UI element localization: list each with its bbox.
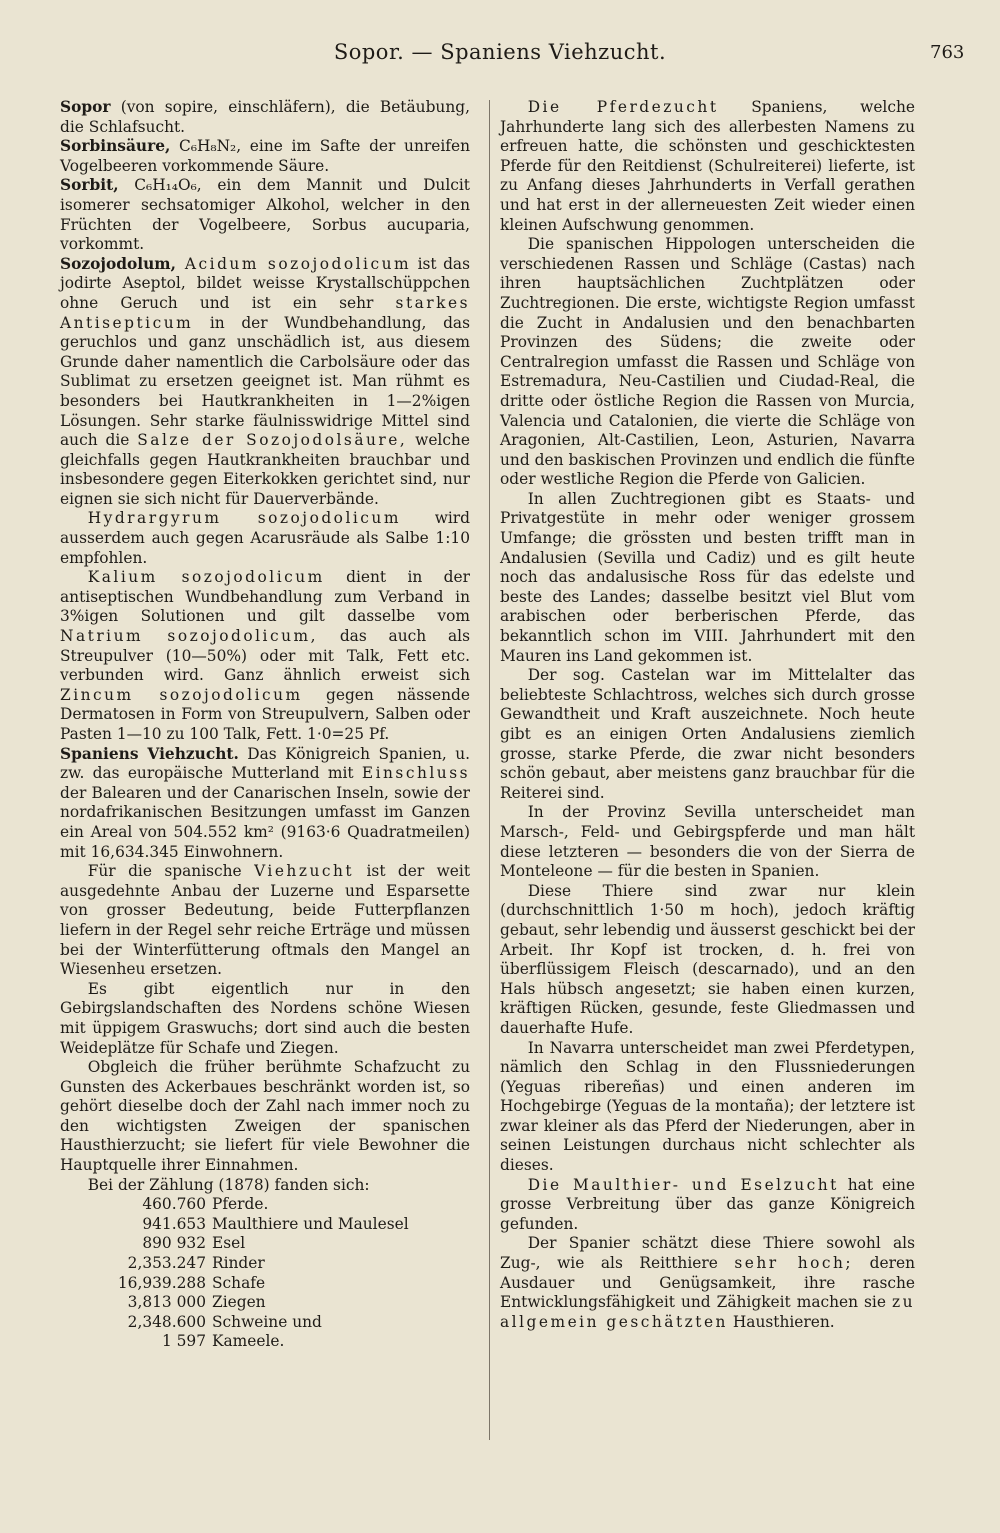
entry-text: das auch als Streupulver (10—50%) oder mit Talk, Fett etc. verbunden wird. Ganz ähnlich erweist sich — [60, 627, 470, 685]
census-count: 1 597 — [161, 1332, 206, 1351]
census-animal: Schweine und — [212, 1312, 322, 1331]
paragraph-maulthier — [500, 1176, 915, 1235]
left-column — [60, 98, 470, 1352]
entry-text: hat eine grosse Verbreitung über das ganze Königreich gefunden. — [500, 1175, 915, 1233]
right-column — [500, 98, 915, 1332]
spaced-text: zu allgemein geschätzten — [500, 1293, 915, 1331]
spaced-text: Die Pferdezucht — [527, 98, 719, 116]
paragraph-navarra: In Navarra unterscheidet man zwei Pferdetypen, nämlich den Schlag in den Flussniederungen (Yeguas ribereñas) und einen anderen im Hochgebirge (Yeguas de la montaña); der letztere ist zwar kleiner als das Pferd der Niederungen, aber in seinen Leistungen durchaus nicht schlechter als dieses. — [500, 1038, 915, 1175]
paragraph-hippologen: Die spanischen Hippologen unterscheiden die verschiedenen Rassen und Schläge (Castas) nach ihren hauptsächlichen Zuchtplätzen oder Zuchtregionen. Die erste, wichtigste Region umfasst die Zucht in Andalusien und den benachbarten Provinzen des Südens; die zweite oder Centralregion umfasst die Rassen und Schläge von Estremadura, Neu-Castilien und Ciudad-Real, die dritte oder östliche Region die Rassen von Murcia, Valencia und Catalonien, die vierte die Schläge von Aragonien, Alt-Castilien, Leon, Asturien, Navarra und den baskischen Provinzen und endlich die fünfte oder westliche Region die Pferde von Galicien. — [500, 235, 915, 489]
spaced-text: Viehzucht — [254, 862, 355, 881]
paragraph-thiere: Diese Thiere sind zwar nur klein (durchschnittlich 1·50 m hoch), jedoch kräftig gebaut, sehr lebendig und äusserst geschickt bei der Arbeit. Ihr Kopf ist trocken, d. h. frei von überflüssigem Fleisch (descarnado), und an den Hals hübsch angesetzt; sie haben einen kurzen, kräftigen Rücken, gesunde, feste Gliedmassen und dauerhafte Hufe. — [500, 881, 915, 1037]
entry-text: Spaniens, welche Jahrhunderte lang sich des allerbesten Namens zu erfreuen hatte, die schönsten und geschicktesten Pferde für den Reitdienst (Schulreiterei) lieferte, ist zu Anfang dieses Jahrhunderts in Verfall gerathen und hat erst in der allerneuesten Zeit wieder einen kleinen Aufschwung genommen. — [500, 98, 915, 234]
entry-text: Hausthieren. — [727, 1312, 835, 1331]
entry-sopor — [60, 98, 470, 137]
census-count: 2,353.247 — [127, 1254, 206, 1273]
census-row — [60, 1313, 470, 1333]
entry-text: ist der weit ausgedehnte Anbau der Luzerne und Esparsette von grosser Bedeutung, beide Futterpflanzen liefern in der Regel sehr reiche Erträge und müssen bei der Winterfütterung oftmals den Mangel an Wiesenheu ersetzen. — [60, 862, 471, 979]
census-row — [60, 1195, 470, 1215]
census-row — [60, 1332, 470, 1352]
census-count: 16,939.288 — [117, 1273, 206, 1292]
entry-text: Für die spanische — [87, 862, 255, 881]
paragraph-pferdezucht — [500, 98, 915, 235]
spaced-text: Acidum sozojodolicum — [175, 254, 412, 273]
entry-sorbinsaeure — [60, 137, 470, 176]
entry-text: C₆H₈N₂, eine im Safte der unreifen Vogelbeeren vorkommende Säure. — [60, 137, 470, 175]
paragraph-spanier — [500, 1234, 915, 1332]
paragraph-obgleich: Obgleich die früher berühmte Schafzucht zu Gunsten des Ackerbaues beschränkt worden ist, so gehört dieselbe doch der Zahl nach immer noch zu den wichtigsten Zweigen der spanischen Hausthierzucht; sie liefert für viele Bewohner die Hauptquelle ihrer Einnahmen. — [60, 1058, 470, 1175]
census-count: 460.760 — [142, 1195, 206, 1214]
paragraph-zuchtregionen: In allen Zuchtregionen gibt es Staats- und Privatgestüte in mehr oder weniger grossem Umfange; die grössten und besten trifft man in Andalusien (Sevilla und Cadiz) und es gilt heute noch das andalusische Ross für das edelste und beste des Landes; dasselbe besitzt viel Blut vom arabischen oder berberischen Pferde, das bekanntlich schon im VIII. Jahrhundert mit den Mauren ins Land gekommen ist. — [500, 489, 915, 665]
paragraph-fuer — [60, 862, 470, 980]
census-row — [60, 1254, 470, 1274]
entry-text: ist das jodirte Aseptol, bildet weisse Krystallschüppchen ohne Geruch und ist ein sehr — [60, 254, 470, 312]
entry-text: gegen nässende Dermatosen in Form von Streupulvern, Salben oder Pasten 1—10 zu 100 Talk, Fett. 1·0=25 Pf. — [60, 685, 471, 743]
entry-text: wird ausserdem auch gegen Acarusräude als Salbe 1:10 empfohlen. — [60, 509, 470, 567]
entry-sozojodolum — [60, 255, 470, 510]
census-count: 890 932 — [142, 1234, 206, 1253]
entry-term: Spaniens Viehzucht. — [60, 744, 239, 763]
census-animal: Kameele. — [212, 1332, 285, 1351]
census-count: 941.653 — [142, 1214, 206, 1233]
entry-term: Sorbinsäure, — [60, 137, 171, 156]
paragraph-kalium — [60, 568, 470, 744]
entry-text: der Balearen und der Canarischen Inseln, sowie der nordafrikanischen Besitzungen umfasst im Ganzen ein Areal von 504.552 km² (9163·6 Quadratmeilen) mit 16,634.345 Einwohnern. — [60, 783, 470, 861]
entry-text: Das Königreich Spanien, u. zw. das europäische Mutterland mit — [60, 744, 470, 783]
entry-text: deren Ausdauer und Genügsamkeit, ihre rasche Entwicklungsfähigkeit und Zähigkeit machen sie — [500, 1254, 916, 1312]
census-row — [60, 1234, 470, 1254]
entry-text: welche gleichfalls gegen Hautkrankheiten brauchbar und insbesondere gegen Eiterkokken gerichtet sind, nur eignen sie sich nicht für Dauerverbände. — [60, 431, 470, 508]
census-animal: Schafe — [212, 1273, 266, 1292]
census-row — [60, 1274, 470, 1294]
census-intro: Bei der Zählung (1878) fanden sich: — [87, 1175, 370, 1194]
running-header: Sopor. — Spaniens Viehzucht. — [333, 40, 667, 64]
entry-text: C₆H₁₄O₆, ein dem Mannit und Dulcit isomerer sechsatomiger Alkohol, welcher in den Früchten der Vogelbeere, Sorbus aucuparia, vorkommt. — [60, 176, 470, 254]
spaced-text: Kalium sozojodolicum — [87, 568, 325, 587]
census-animal: Pferde. — [212, 1195, 269, 1214]
column-divider — [489, 100, 490, 1440]
spaced-text: Natrium sozojodolicum, — [60, 627, 318, 646]
entry-spaniens-viehzucht — [60, 745, 470, 863]
page-number: 763 — [930, 42, 965, 63]
paragraph-sevilla: In der Provinz Sevilla unterscheidet man Marsch-, Feld- und Gebirgspferde und man hält diese letzteren — besonders die von der Sierra de Monteleone — für die besten in Spanien. — [500, 803, 915, 881]
paragraph-es-gibt: Es gibt eigentlich nur in den Gebirgslandschaften des Nordens schöne Wiesen mit üppigem Graswuchs; dort sind auch die besten Weideplätze für Schafe und Ziegen. — [60, 979, 470, 1057]
spaced-text: Einschluss — [361, 764, 470, 783]
spaced-text: sehr hoch; — [734, 1254, 854, 1273]
census-animal: Ziegen — [212, 1293, 266, 1312]
census-animal: Esel — [212, 1234, 246, 1253]
entry-term: Sopor — [60, 98, 111, 116]
paragraph-castelan: Der sog. Castelan war im Mittelalter das beliebteste Schlachtross, welches sich durch grosse Gewandtheit und Kraft auszeichnete. Noch heute gibt es an einigen Orten Andalusiens ziemlich grosse, starke Pferde, die zwar nicht besonders schön gebaut, aber meistens ganz brauchbar für die Reiterei sind. — [500, 666, 915, 802]
entry-text: dient in der antiseptischen Wundbehandlung zum Verband in 3%igen Solutionen und gilt dasselbe vom — [60, 568, 470, 626]
spaced-text: Salze der Sozojodolsäure, — [137, 431, 408, 450]
entry-text: Der Spanier schätzt diese Thiere sowohl als Zug-, wie als Reitthiere — [500, 1234, 915, 1273]
entry-term: Sozojodolum, — [60, 254, 176, 273]
census-animal: Rinder — [212, 1254, 265, 1273]
entry-sorbit — [60, 176, 470, 254]
spaced-text: Hydrargyrum sozojodolicum — [87, 509, 401, 528]
spaced-text: Zincum sozojodolicum — [60, 685, 303, 704]
entry-text: (von sopire, einschläfern), die Betäubung, die Schlafsucht. — [60, 98, 470, 136]
census-animal: Maulthiere und Maulesel — [212, 1214, 409, 1233]
census-count: 3,813 000 — [127, 1293, 206, 1312]
paragraph-hydrargyrum — [60, 509, 470, 568]
census-count: 2,348.600 — [127, 1312, 206, 1331]
spaced-text: Die Maulthier- und Eselzucht — [527, 1175, 839, 1194]
census-row — [60, 1215, 470, 1235]
census-row — [60, 1293, 470, 1313]
entry-term: Sorbit, — [60, 176, 119, 195]
census-table — [60, 1195, 470, 1352]
spaced-text: starkes Antisepticum — [60, 293, 470, 332]
entry-text: in der Wundbehandlung, das geruchlos und ganz unschädlich ist, aus diesem Grunde daher namentlich die Carbolsäure oder das Sublimat zu ersetzen geeignet ist. Man rühmt es besonders bei Hautkrankheiten in 1—2%igen Lösungen. Sehr starke fäulnisswidrige Mittel sind auch die — [60, 313, 470, 450]
